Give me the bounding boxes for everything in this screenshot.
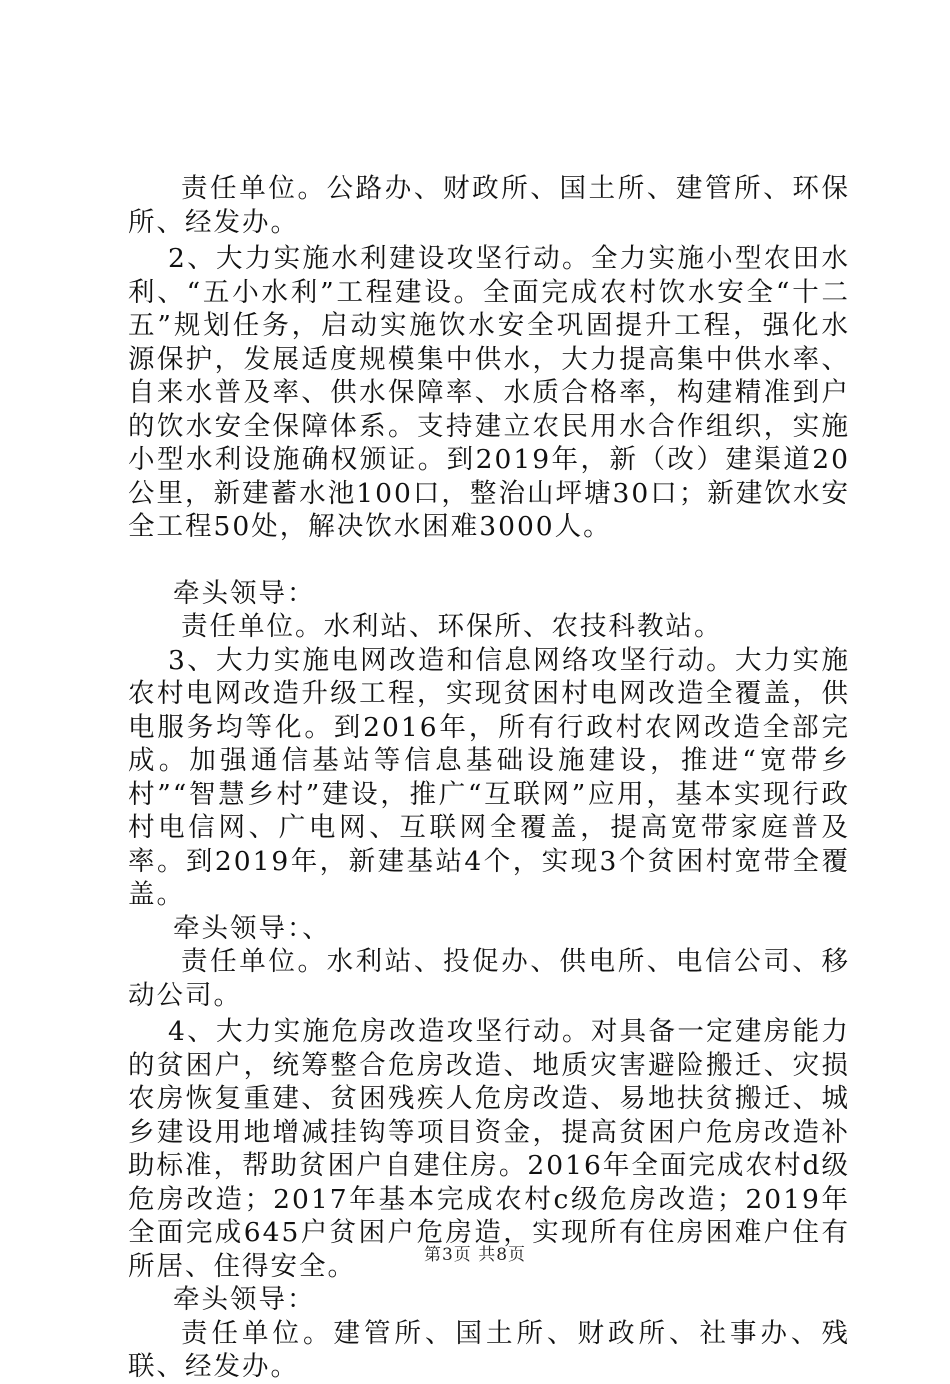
document-body xyxy=(128,172,850,1384)
paragraph-responsible-units-water: 责任单位。水利站、环保所、农技科教站。 xyxy=(181,611,723,642)
paragraph-grid-network: 3、大力实施电网改造和信息网络攻坚行动。大力实施农村电网改造升级工程，实现贫困村电网改造全覆盖，供电服务均等化。到2016年，所有行政村农网改造全部完成。加强通信基站等信息基础设施建设，推进“宽带乡村”“智慧乡村”建设，推广“互联网”应用，基本实现行政村电信网、广电网、互联网全覆盖，提高宽带家庭普及率。到2019年，新建基站4个，实现3个贫困村宽带全覆盖。 xyxy=(128,644,850,910)
paragraph-lead-leader-grid: 牵头领导：、 xyxy=(173,912,331,944)
page-footer: 第3页 共8页 xyxy=(423,1245,527,1265)
paragraph-responsible-units-grid: 责任单位。水利站、投促办、供电所、电信公司、移动公司。 xyxy=(128,946,850,1011)
paragraph-lead-leader-housing: 牵头领导： xyxy=(173,1284,316,1315)
paragraph-responsible-units-housing: 责任单位。建管所、国土所、财政所、社事办、残联、经发办。 xyxy=(128,1317,850,1382)
paragraph-lead-leader-water: 牵头领导： xyxy=(173,577,316,609)
paragraph-responsible-units-roads: 责任单位。公路办、财政所、国土所、建管所、环保所、经发办。 xyxy=(128,173,850,238)
paragraph-water-conservancy: 2、大力实施水利建设攻坚行动。全力实施小型农田水利、“五小水利”工程建设。全面完成农村饮水安全“十二五”规划任务，启动实施饮水安全巩固提升工程，强化水源保护，发展适度规模集中供水，大力提高集中供水率、自来水普及率、供水保障率、水质合格率，构建精准到户的饮水安全保障体系。支持建立农民用水合作组织，实施小型水利设施确权颁证。到2019年，新（改）建渠道20公里，新建蓄水池100口，整治山坪塘30口；新建饮水安全工程50处，解决饮水困难3000人。 xyxy=(128,243,850,542)
paragraph-housing-renovation: 4、大力实施危房改造攻坚行动。对具备一定建房能力的贫困户，统筹整合危房改造、地质灾害避险搬迁、灾损农房恢复重建、贫困残疾人危房改造、易地扶贫搬迁、城乡建设用地增减挂钩等项目资金，提高贫困户危房改造补助标准，帮助贫困户自建住房。2016年全面完成农村d级危房改造；2017年基本完成农村c级危房改造；2019年全面完成645户贫困户危房造，实现所有住房困难户住有所居、住得安全。 xyxy=(128,1016,850,1282)
